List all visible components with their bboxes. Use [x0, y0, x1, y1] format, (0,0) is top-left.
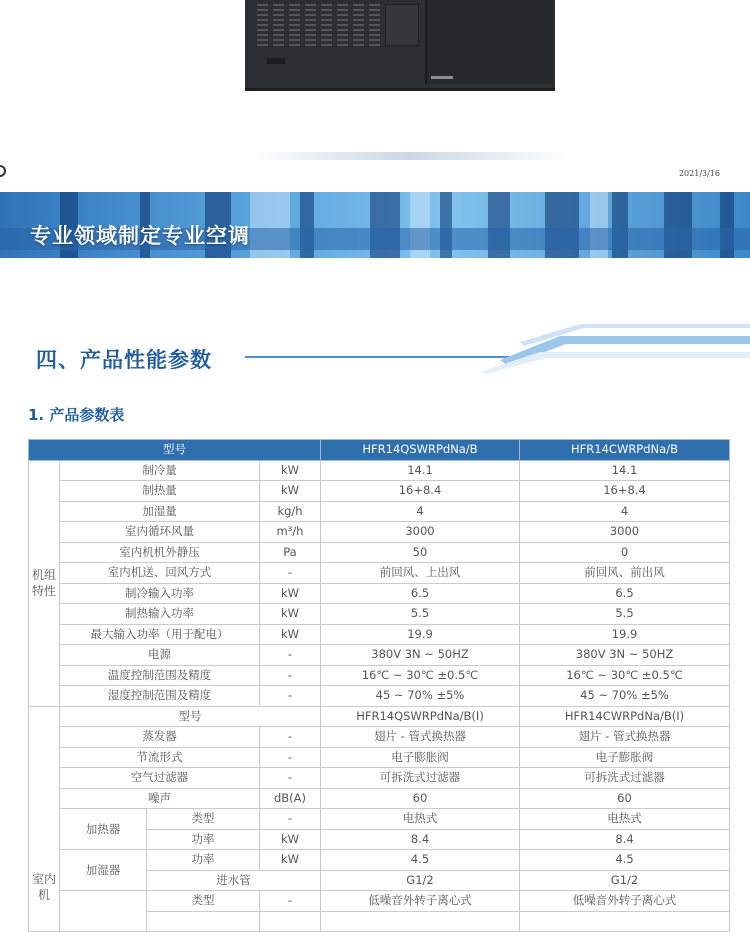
spec-name: 进水管 [147, 870, 321, 891]
spec-value-a: 前回风、上出风 [321, 563, 520, 584]
spec-name: 节流形式 [60, 747, 260, 768]
table-row [29, 788, 730, 809]
header-model-a: HFR14QSWRPdNa/B [321, 440, 520, 461]
spec-value-a: HFR14QSWRPdNa/B(I) [321, 706, 520, 727]
spec-unit: kW [260, 850, 321, 871]
section-decoration [480, 322, 750, 374]
spec-value-b [520, 911, 730, 932]
table-row [29, 727, 730, 748]
spec-value-b: 60 [520, 788, 730, 809]
spec-value-a: 3000 [321, 522, 520, 543]
spec-value-b: 19.9 [520, 624, 730, 645]
spec-value-b: 380V 3N ~ 50HZ [520, 645, 730, 666]
table-row [29, 665, 730, 686]
spec-value-a: 4.5 [321, 850, 520, 871]
table-row [29, 624, 730, 645]
spec-value-b: 翅片 - 管式换热器 [520, 727, 730, 748]
spec-name [147, 911, 260, 932]
spec-value-a: 14.1 [321, 460, 520, 481]
spec-name: 最大输入功率（用于配电） [60, 624, 260, 645]
spec-value-b: 14.1 [520, 460, 730, 481]
table-row [29, 686, 730, 707]
spec-unit: - [260, 686, 321, 707]
table-row [29, 460, 730, 481]
table-header-row [29, 440, 730, 461]
table-row [29, 747, 730, 768]
spec-value-b: 可拆洗式过滤器 [520, 768, 730, 789]
spec-value-b: G1/2 [520, 870, 730, 891]
spec-value-a: 60 [321, 788, 520, 809]
table-row [29, 522, 730, 543]
table-row [29, 809, 730, 830]
spec-value-a: 6.5 [321, 583, 520, 604]
spec-value-a: 16+8.4 [321, 481, 520, 502]
table-row [29, 891, 730, 912]
spec-unit: - [260, 747, 321, 768]
spec-name: 制热量 [60, 481, 260, 502]
spec-name: 型号 [60, 706, 321, 727]
spec-unit: - [260, 891, 321, 912]
section-banner [0, 192, 750, 258]
spec-value-a: 45 ~ 70% ±5% [321, 686, 520, 707]
spec-unit: - [260, 768, 321, 789]
table-row [29, 604, 730, 625]
spec-table [28, 439, 730, 932]
spec-value-a: 翅片 - 管式换热器 [321, 727, 520, 748]
spec-value-a: 16℃ ~ 30℃ ±0.5℃ [321, 665, 520, 686]
print-date: 2021/3/16 [678, 169, 720, 178]
table-row [29, 645, 730, 666]
spec-unit: m³/h [260, 522, 321, 543]
spec-value-b: 5.5 [520, 604, 730, 625]
spec-unit: kg/h [260, 501, 321, 522]
spec-unit: kW [260, 624, 321, 645]
spec-value-a: 8.4 [321, 829, 520, 850]
spec-name: 噪声 [60, 788, 260, 809]
spec-name: 类型 [147, 891, 260, 912]
spec-value-b: 前回风、前出风 [520, 563, 730, 584]
subgroup-fan [60, 891, 147, 932]
spec-unit: - [260, 665, 321, 686]
spec-unit: kW [260, 583, 321, 604]
spec-unit: dB(A) [260, 788, 321, 809]
table-row [29, 563, 730, 584]
spec-value-b: 16+8.4 [520, 481, 730, 502]
table-row [29, 501, 730, 522]
spec-value-b: 低噪音外转子离心式 [520, 891, 730, 912]
group-label-indoor: 室内机 [29, 706, 60, 932]
banner-title: 专业领域制定专业空调 [30, 224, 250, 248]
spec-unit [260, 911, 321, 932]
spec-value-b: HFR14CWRPdNa/B(I) [520, 706, 730, 727]
spec-unit: - [260, 727, 321, 748]
spec-value-b: 4.5 [520, 850, 730, 871]
spec-value-a [321, 911, 520, 932]
table-subtitle: 1. 产品参数表 [28, 406, 125, 424]
spec-name: 加湿量 [60, 501, 260, 522]
spec-unit: - [260, 809, 321, 830]
spec-unit: kW [260, 829, 321, 850]
spec-unit: - [260, 645, 321, 666]
spec-value-a: G1/2 [321, 870, 520, 891]
subgroup-humidifier: 加湿器 [60, 850, 147, 891]
table-row [29, 768, 730, 789]
spec-name: 类型 [147, 809, 260, 830]
spec-name: 制热输入功率 [60, 604, 260, 625]
spec-unit: kW [260, 481, 321, 502]
cabinet-reflection [250, 152, 570, 160]
spec-name: 室内机机外静压 [60, 542, 260, 563]
header-model-b: HFR14CWRPdNa/B [520, 440, 730, 461]
table-row [29, 706, 730, 727]
spec-value-b: 45 ~ 70% ±5% [520, 686, 730, 707]
spec-value-a: 19.9 [321, 624, 520, 645]
spec-value-b: 电热式 [520, 809, 730, 830]
spec-value-a: 380V 3N ~ 50HZ [321, 645, 520, 666]
cabinet-side-panel [425, 0, 552, 84]
section-divider [245, 356, 515, 358]
spec-value-a: 4 [321, 501, 520, 522]
spec-value-b: 6.5 [520, 583, 730, 604]
spec-name: 室内机送、回风方式 [60, 563, 260, 584]
spec-value-b: 电子膨胀阀 [520, 747, 730, 768]
section-title: 四、产品性能参数 [36, 348, 212, 372]
spec-value-a: 低噪音外转子离心式 [321, 891, 520, 912]
spec-name: 蒸发器 [60, 727, 260, 748]
spec-unit: kW [260, 604, 321, 625]
air-conditioner-cabinet [245, 0, 555, 91]
spec-value-b: 0 [520, 542, 730, 563]
spec-name: 温度控制范围及精度 [60, 665, 260, 686]
spec-name: 制冷输入功率 [60, 583, 260, 604]
table-row [29, 850, 730, 871]
spec-value-a: 电热式 [321, 809, 520, 830]
spec-name: 电源 [60, 645, 260, 666]
spec-value-b: 16℃ ~ 30℃ ±0.5℃ [520, 665, 730, 686]
header-model-label: 型号 [29, 440, 321, 461]
spec-name: 湿度控制范围及精度 [60, 686, 260, 707]
spec-value-a: 可拆洗式过滤器 [321, 768, 520, 789]
subgroup-heater: 加热器 [60, 809, 147, 850]
spec-name: 空气过滤器 [60, 768, 260, 789]
spec-unit: - [260, 563, 321, 584]
spec-name: 功率 [147, 829, 260, 850]
spec-name: 功率 [147, 850, 260, 871]
spec-unit: kW [260, 460, 321, 481]
spec-value-b: 4 [520, 501, 730, 522]
table-row [29, 583, 730, 604]
spec-value-a: 5.5 [321, 604, 520, 625]
spec-value-a: 50 [321, 542, 520, 563]
table-row [29, 481, 730, 502]
spec-value-a: 电子膨胀阀 [321, 747, 520, 768]
spec-name: 室内循环风量 [60, 522, 260, 543]
table-row [29, 542, 730, 563]
spec-name: 制冷量 [60, 460, 260, 481]
spec-value-b: 8.4 [520, 829, 730, 850]
spec-unit: Pa [260, 542, 321, 563]
group-label-unit: 机组特性 [29, 460, 60, 706]
spec-value-b: 3000 [520, 522, 730, 543]
